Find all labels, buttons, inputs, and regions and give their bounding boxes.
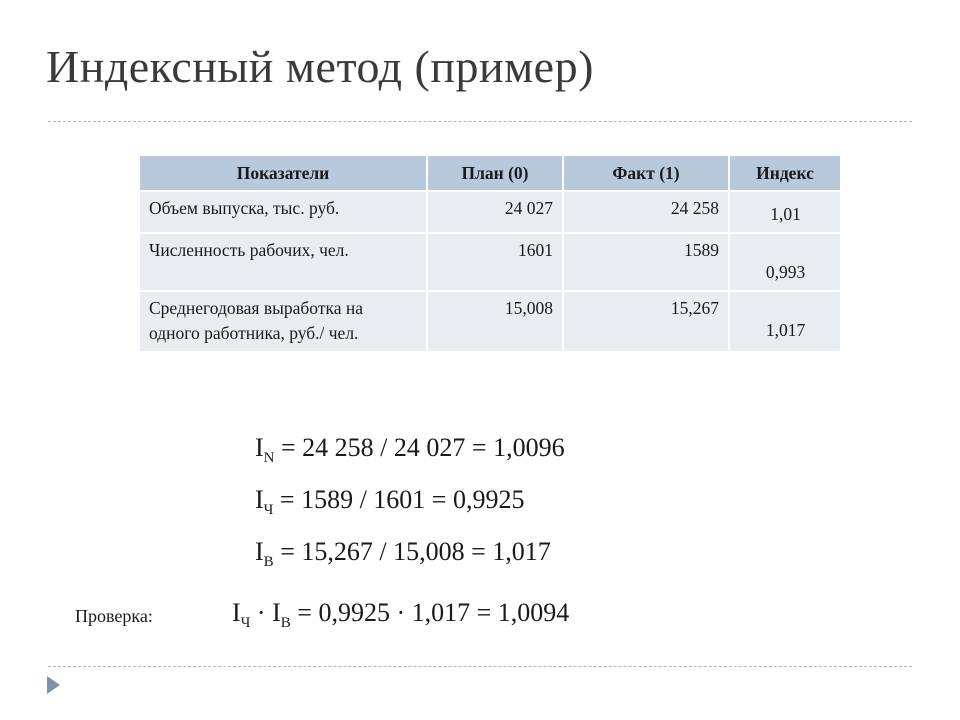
row-label: Объем выпуска, тыс. руб. xyxy=(140,191,427,233)
table-row xyxy=(140,291,840,351)
formula-expression: = 15,267 / 15,008 = 1,017 xyxy=(273,537,551,566)
formula-symbol: I xyxy=(255,485,264,514)
formula-symbol: I xyxy=(232,598,241,627)
formula-subscript: Ч xyxy=(240,615,251,631)
multiply-dot: · xyxy=(250,598,273,627)
check-formula xyxy=(232,598,569,632)
plan-value: 15,008 xyxy=(427,291,563,351)
title-divider xyxy=(48,121,912,122)
table-row xyxy=(140,191,840,233)
formula-workers-index xyxy=(255,485,524,519)
formula-symbol: I xyxy=(255,433,264,462)
footer-divider xyxy=(48,666,912,667)
formula-symbol: I xyxy=(272,598,281,627)
fact-value: 24 258 xyxy=(563,191,729,233)
formula-subscript: В xyxy=(280,615,291,631)
column-header-plan: План (0) xyxy=(427,156,563,191)
column-header-indicators: Показатели xyxy=(140,156,427,191)
formula-subscript: Ч xyxy=(263,502,274,518)
formula-expression: = 1589 / 1601 = 0,9925 xyxy=(273,485,525,514)
row-label: Среднегодовая выработка на одного работника, руб./ чел. xyxy=(140,291,427,351)
formula-productivity-index xyxy=(255,537,551,571)
triangle-bullet-icon xyxy=(47,676,60,694)
formula-expression: = 0,9925 · 1,017 = 1,0094 xyxy=(290,598,570,627)
slide-title: Индексный метод (пример) xyxy=(46,41,594,92)
index-value: 1,01 xyxy=(729,191,840,233)
table-header-row xyxy=(140,156,840,191)
formula-subscript: В xyxy=(263,554,274,570)
row-label: Численность рабочих, чел. xyxy=(140,233,427,291)
data-table xyxy=(140,156,840,351)
fact-value: 15,267 xyxy=(563,291,729,351)
check-label: Проверка: xyxy=(75,606,153,626)
plan-value: 1601 xyxy=(427,233,563,291)
column-header-index: Индекс xyxy=(729,156,840,191)
fact-value: 1589 xyxy=(563,233,729,291)
column-header-fact: Факт (1) xyxy=(563,156,729,191)
formula-subscript: N xyxy=(263,450,275,466)
formula-output-index xyxy=(255,433,565,467)
table-row xyxy=(140,233,840,291)
formula-symbol: I xyxy=(255,537,264,566)
index-value: 1,017 xyxy=(729,291,840,351)
formula-expression: = 24 258 / 24 027 = 1,0096 xyxy=(274,433,565,462)
index-value: 0,993 xyxy=(729,233,840,291)
plan-value: 24 027 xyxy=(427,191,563,233)
